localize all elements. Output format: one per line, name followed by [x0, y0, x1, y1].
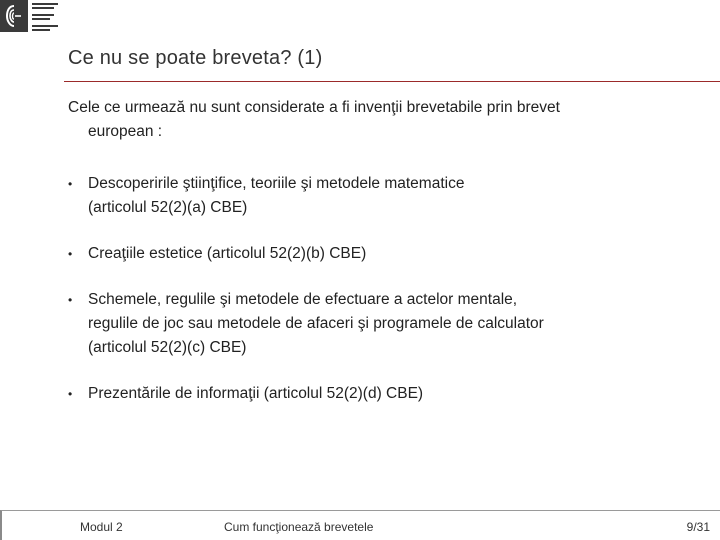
bullet-line: Schemele, regulile şi metodele de efectuare a actelor mentale, — [88, 291, 518, 308]
logo-wordmark — [32, 3, 60, 33]
bullet-line: Prezentările de informaţii (articolul 52(2)(d) CBE) — [88, 385, 424, 402]
slide-title: Ce nu se poate breveta? (1) — [68, 47, 323, 69]
bullet-list — [68, 172, 688, 406]
bullet-dot: • — [68, 177, 73, 191]
bullet-line: Descoperirile ştiinţifice, teoriile şi metodele matematice — [88, 175, 465, 192]
bullet-dot: • — [68, 293, 73, 307]
bullet-line: regulile de joc sau metodele de afaceri şi programele de calculator — [88, 315, 544, 332]
footer-subtitle: Cum funcţionează brevetele — [224, 520, 374, 534]
title-rule — [64, 81, 720, 82]
logo-mark-icon — [4, 3, 24, 29]
bullet-item — [68, 172, 688, 220]
bullet-line: (articolul 52(2)(c) CBE) — [88, 339, 247, 356]
bullet-dot: • — [68, 387, 73, 401]
bullet-item — [68, 288, 688, 360]
bullet-dot: • — [68, 247, 73, 261]
intro-line-2: european : — [88, 123, 163, 140]
bullet-item — [68, 242, 688, 266]
footer-module: Modul 2 — [80, 520, 123, 534]
epo-logo — [0, 0, 62, 32]
slide-footer — [0, 510, 720, 540]
logo-emblem — [0, 0, 28, 32]
bullet-item — [68, 382, 688, 406]
bullet-line: (articolul 52(2)(a) CBE) — [88, 199, 248, 216]
bullet-line: Creaţiile estetice (articolul 52(2)(b) CBE) — [88, 245, 367, 262]
intro-line-1: Cele ce urmează nu sunt considerate a fi invenţii brevetabile prin brevet — [68, 99, 560, 116]
page-number: 9/31 — [686, 520, 710, 534]
intro-text — [68, 96, 688, 144]
